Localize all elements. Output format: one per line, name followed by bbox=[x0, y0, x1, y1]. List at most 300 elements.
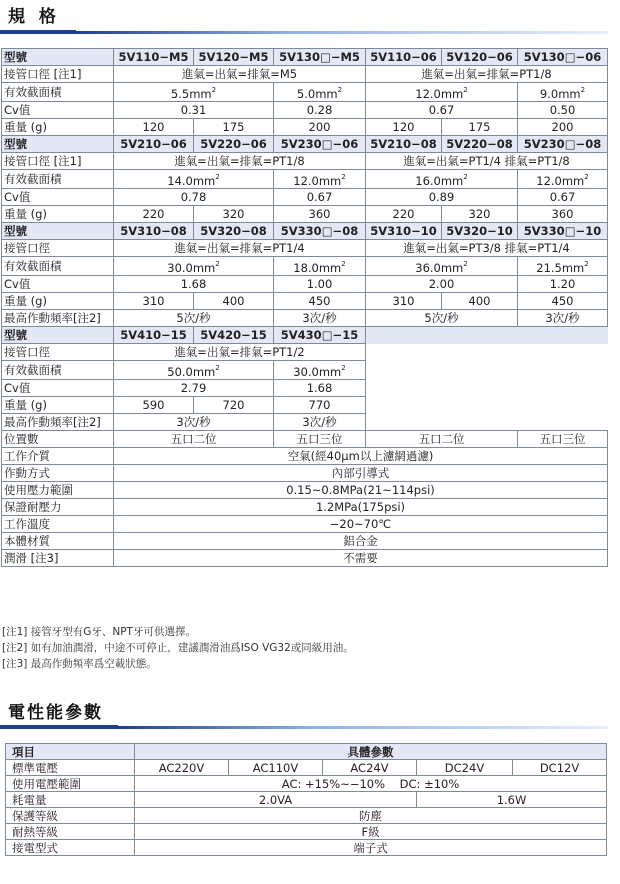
group-3-header-6-text: 5V330□−10 bbox=[523, 224, 602, 238]
group-3-freq-0 bbox=[114, 310, 274, 327]
group-3-port-a-text: 進氣=出氣=排氣=PT1/4 bbox=[174, 241, 305, 255]
common-label-1-text: 作動方式 bbox=[4, 466, 50, 480]
group-1-header-6 bbox=[518, 49, 608, 66]
group-4-freq-1-text: 3次/秒 bbox=[302, 415, 337, 429]
elec-power-dc: 1.6W bbox=[417, 792, 607, 808]
position-label-text: 位置數 bbox=[4, 432, 39, 446]
elec-range-label: 使用電壓範圍 bbox=[6, 776, 135, 792]
group-3-freq-3 bbox=[518, 310, 608, 327]
group-1-cv-0-text: 0.31 bbox=[180, 103, 207, 117]
group-1-weight-1 bbox=[194, 119, 274, 136]
elec-voltage-label: 標準電壓 bbox=[6, 760, 135, 776]
elec-heat-label: 耐熱等級 bbox=[6, 824, 135, 840]
common-label-0-text: 工作介質 bbox=[4, 449, 50, 463]
group-4-freq-0 bbox=[114, 414, 274, 431]
group-2-weight-row bbox=[2, 206, 608, 223]
group-4-freq-0-text: 3次/秒 bbox=[176, 415, 211, 429]
group-3-cv-2 bbox=[366, 276, 518, 293]
common-row-4 bbox=[2, 516, 608, 533]
group-3-weight-3-text: 310 bbox=[392, 294, 415, 308]
group-1-header-4-text: 5V110−06 bbox=[370, 50, 437, 64]
group-1-header-3 bbox=[274, 49, 366, 66]
group-4-header-0-text: 型號 bbox=[4, 328, 27, 342]
common-value-0 bbox=[114, 448, 608, 465]
group-2-port-a-text: 進氣=出氣=排氣=PT1/8 bbox=[174, 154, 305, 168]
common-value-2 bbox=[114, 482, 608, 499]
group-1-area-1-sup: 2 bbox=[337, 86, 343, 94]
position-2 bbox=[366, 431, 518, 448]
group-1-port-label-text: 接管口徑 [注1] bbox=[4, 67, 82, 81]
common-label-3-text: 保證耐壓力 bbox=[4, 500, 62, 514]
group-2-header-3-text: 5V230□−06 bbox=[280, 137, 359, 151]
group-2-area-2-text: 16.0mm bbox=[415, 174, 464, 188]
elec-section-title: 電性能參數 bbox=[8, 703, 103, 723]
group-1-weight-3-text: 120 bbox=[392, 120, 415, 134]
group-4-weight-1-text: 720 bbox=[222, 398, 245, 412]
group-2-header-1-text: 5V210−06 bbox=[120, 137, 187, 151]
group-4-cv-1-text: 1.68 bbox=[306, 381, 333, 395]
group-4-freq-label bbox=[2, 414, 114, 431]
group-2-header-4 bbox=[366, 136, 442, 153]
group-2-weight-4 bbox=[442, 206, 518, 223]
group-1-weight-5-text: 200 bbox=[551, 120, 574, 134]
group-1-area-1-text: 5.0mm bbox=[296, 87, 338, 101]
group-2-cv-label bbox=[2, 189, 114, 206]
group-3-cv-0 bbox=[114, 276, 274, 293]
group-2-weight-5-text: 360 bbox=[551, 207, 574, 221]
group-4-freq-label-text: 最高作動頻率[注2] bbox=[4, 415, 101, 429]
common-label-0 bbox=[2, 448, 114, 465]
group-1-header-2-text: 5V120−M5 bbox=[198, 50, 269, 64]
group-2-header-0 bbox=[2, 136, 114, 153]
group-3-freq-label bbox=[2, 310, 114, 327]
elec-power-label: 耗電量 bbox=[6, 792, 135, 808]
group-3-area-label bbox=[2, 257, 114, 276]
common-label-5-text: 本體材質 bbox=[4, 534, 50, 548]
group-1-cv-2-text: 0.67 bbox=[428, 103, 455, 117]
group-3-freq-2 bbox=[366, 310, 518, 327]
group-3-area-3-text: 21.5mm bbox=[536, 261, 585, 275]
position-2-text: 五口二位 bbox=[418, 432, 465, 446]
group-3-port-b bbox=[366, 240, 608, 257]
group-4-freq-blank bbox=[366, 414, 608, 431]
common-label-4-text: 工作溫度 bbox=[4, 517, 50, 531]
group-1-area-3-text: 9.0mm bbox=[539, 87, 581, 101]
group-2-header-2-text: 5V220−06 bbox=[200, 137, 267, 151]
group-1-cv-row bbox=[2, 102, 608, 119]
group-2-area-3-sup: 2 bbox=[584, 173, 589, 181]
group-4-cv-1 bbox=[274, 380, 366, 397]
common-row-5 bbox=[2, 533, 608, 550]
group-4-cv-0 bbox=[114, 380, 274, 397]
spec-table bbox=[1, 48, 608, 567]
group-2-header-2 bbox=[194, 136, 274, 153]
common-label-3 bbox=[2, 499, 114, 516]
group-1-area-0 bbox=[114, 83, 274, 102]
elec-power-ac: 2.0VA bbox=[135, 792, 417, 808]
group-3-area-1-text: 18.0mm bbox=[293, 261, 342, 275]
group-3-header-4 bbox=[366, 223, 442, 240]
group-3-weight-3 bbox=[366, 293, 442, 310]
group-1-header-5 bbox=[442, 49, 518, 66]
common-label-5 bbox=[2, 533, 114, 550]
common-row-0 bbox=[2, 448, 608, 465]
group-4-header-1-text: 5V410−15 bbox=[120, 328, 187, 342]
group-1-area-3-sup: 2 bbox=[580, 86, 586, 94]
group-4-header-blank bbox=[366, 327, 608, 344]
group-1-area-2 bbox=[366, 83, 518, 102]
group-3-port-a bbox=[114, 240, 366, 257]
notes bbox=[2, 624, 354, 672]
group-4-header-3 bbox=[274, 327, 366, 344]
elec-header-row bbox=[6, 744, 607, 760]
group-4-area-0 bbox=[114, 361, 274, 380]
group-4-weight-2 bbox=[274, 397, 366, 414]
group-1-weight-row bbox=[2, 119, 608, 136]
group-2-header-1 bbox=[114, 136, 194, 153]
group-2-weight-3 bbox=[366, 206, 442, 223]
group-1-weight-2-text: 200 bbox=[308, 120, 331, 134]
group-3-area-2-sup: 2 bbox=[463, 260, 468, 268]
position-label bbox=[2, 431, 114, 448]
group-3-freq-label-text: 最高作動頻率[注2] bbox=[4, 311, 101, 325]
group-2-weight-4-text: 320 bbox=[468, 207, 491, 221]
position-0 bbox=[114, 431, 274, 448]
group-3-header-6 bbox=[518, 223, 608, 240]
group-2-header-6 bbox=[518, 136, 608, 153]
elec-table bbox=[5, 743, 607, 856]
group-2-area-0 bbox=[114, 170, 274, 189]
common-row-6 bbox=[2, 550, 608, 567]
group-4-header-3-text: 5V430□−15 bbox=[280, 328, 359, 342]
group-2-port-b-text: 進氣=出氣=PT1/4 排氣=PT1/8 bbox=[403, 154, 570, 168]
group-2-cv-row bbox=[2, 189, 608, 206]
group-4-area-row bbox=[2, 361, 608, 380]
group-4-cv-blank bbox=[366, 380, 608, 397]
group-1-header-0 bbox=[2, 49, 114, 66]
elec-range-row bbox=[6, 776, 607, 792]
elec-voltage-dc24: DC24V bbox=[417, 760, 513, 776]
group-3-cv-2-text: 2.00 bbox=[428, 277, 455, 291]
group-1-weight-0 bbox=[114, 119, 194, 136]
group-4-port-label bbox=[2, 344, 114, 361]
group-3-port-label bbox=[2, 240, 114, 257]
group-4-header-2 bbox=[194, 327, 274, 344]
common-value-3-text: 1.2MPa(175psi) bbox=[315, 500, 406, 514]
group-3-weight-2-text: 450 bbox=[308, 294, 331, 308]
group-1-header-0-text: 型號 bbox=[4, 50, 27, 64]
group-1-area-row bbox=[2, 83, 608, 102]
group-4-weight-0-text: 590 bbox=[142, 398, 165, 412]
group-2-cv-label-text: Cv值 bbox=[4, 190, 31, 204]
group-1-header-1-text: 5V110−M5 bbox=[118, 50, 189, 64]
elec-heat-value: F級 bbox=[135, 824, 607, 840]
elec-terminal-row bbox=[6, 840, 607, 856]
group-3-cv-1 bbox=[274, 276, 366, 293]
group-3-freq-row bbox=[2, 310, 608, 327]
group-2-weight-label-text: 重量 (g) bbox=[4, 207, 47, 221]
group-3-weight-1 bbox=[194, 293, 274, 310]
group-3-weight-5 bbox=[518, 293, 608, 310]
spec-section-title: 規 格 bbox=[8, 7, 60, 27]
group-4-area-1 bbox=[274, 361, 366, 380]
group-3-port-row bbox=[2, 240, 608, 257]
group-1-weight-3 bbox=[366, 119, 442, 136]
group-2-header-5-text: 5V220−08 bbox=[446, 137, 513, 151]
group-3-header-3-text: 5V330□−08 bbox=[280, 224, 359, 238]
group-3-area-3 bbox=[518, 257, 608, 276]
group-2-weight-0 bbox=[114, 206, 194, 223]
group-4-area-blank bbox=[366, 361, 608, 380]
group-3-freq-0-text: 5次/秒 bbox=[176, 311, 211, 325]
group-4-area-label bbox=[2, 361, 114, 380]
group-1-area-label-text: 有效截面積 bbox=[4, 85, 62, 99]
group-3-weight-label bbox=[2, 293, 114, 310]
group-3-area-row bbox=[2, 257, 608, 276]
group-3-weight-0-text: 310 bbox=[142, 294, 165, 308]
group-1-weight-5 bbox=[518, 119, 608, 136]
common-value-5 bbox=[114, 533, 608, 550]
group-3-header-0 bbox=[2, 223, 114, 240]
group-2-area-0-sup: 2 bbox=[215, 173, 220, 181]
group-3-cv-row bbox=[2, 276, 608, 293]
common-value-1-text: 內部引導式 bbox=[331, 466, 390, 480]
group-1-area-label bbox=[2, 83, 114, 102]
elec-range-value: AC: +15%~−10% DC: ±10% bbox=[135, 776, 607, 792]
group-2-cv-1-text: 0.67 bbox=[306, 190, 333, 204]
group-1-cv-1 bbox=[274, 102, 366, 119]
position-3 bbox=[518, 431, 608, 448]
elec-terminal-value: 端子式 bbox=[135, 840, 607, 856]
group-3-freq-3-text: 3次/秒 bbox=[545, 311, 580, 325]
group-2-weight-2 bbox=[274, 206, 366, 223]
group-2-cv-0 bbox=[114, 189, 274, 206]
group-1-weight-4 bbox=[442, 119, 518, 136]
group-3-freq-2-text: 5次/秒 bbox=[424, 311, 459, 325]
group-2-cv-0-text: 0.78 bbox=[180, 190, 207, 204]
common-value-1 bbox=[114, 465, 608, 482]
group-1-header-1 bbox=[114, 49, 194, 66]
group-1-cv-3-text: 0.50 bbox=[549, 103, 576, 117]
elec-voltage-dc12: DC12V bbox=[513, 760, 607, 776]
group-4-port-row bbox=[2, 344, 608, 361]
group-1-port-b bbox=[366, 66, 608, 83]
common-label-6-text: 潤滑 [注3] bbox=[4, 551, 59, 565]
common-value-4-text: −20~70℃ bbox=[329, 517, 392, 531]
group-4-cv-0-text: 2.79 bbox=[180, 381, 207, 395]
group-1-header-2 bbox=[194, 49, 274, 66]
group-4-weight-label bbox=[2, 397, 114, 414]
group-3-cv-1-text: 1.00 bbox=[306, 277, 333, 291]
group-1-weight-2 bbox=[274, 119, 366, 136]
group-2-port-b bbox=[366, 153, 608, 170]
group-3-header-1-text: 5V310−08 bbox=[120, 224, 187, 238]
note-1: [注1] 接管牙型有G牙、NPT牙可供選擇。 bbox=[2, 626, 196, 638]
group-4-port-a bbox=[114, 344, 366, 361]
position-row bbox=[2, 431, 608, 448]
group-3-area-2-text: 36.0mm bbox=[415, 261, 464, 275]
group-4-port-a-text: 進氣=出氣=排氣=PT1/2 bbox=[174, 345, 305, 359]
group-3-cv-3-text: 1.20 bbox=[549, 277, 576, 291]
group-2-header-3 bbox=[274, 136, 366, 153]
elec-title-bar bbox=[0, 725, 118, 729]
group-3-weight-2 bbox=[274, 293, 366, 310]
common-value-5-text: 鋁合金 bbox=[343, 534, 378, 548]
position-3-text: 五口三位 bbox=[539, 432, 586, 446]
group-2-area-2-sup: 2 bbox=[463, 173, 468, 181]
note-3: [注3] 最高作動頻率爲空載狀態。 bbox=[2, 658, 157, 670]
note-2: [注2] 如有加油潤滑，中途不可停止，建議潤滑油爲ISO VG32或同級用油。 bbox=[2, 642, 354, 654]
group-1-weight-1-text: 175 bbox=[222, 120, 245, 134]
elec-voltage-row bbox=[6, 760, 607, 776]
group-4-header-1 bbox=[114, 327, 194, 344]
elec-title-line bbox=[118, 726, 608, 729]
group-3-weight-row bbox=[2, 293, 608, 310]
group-4-cv-label-text: Cv值 bbox=[4, 381, 31, 395]
group-4-freq-1 bbox=[274, 414, 366, 431]
group-4-weight-1 bbox=[194, 397, 274, 414]
group-3-header-0-text: 型號 bbox=[4, 224, 27, 238]
group-1-header-6-text: 5V130□−06 bbox=[523, 50, 602, 64]
group-4-area-0-text: 50.0mm bbox=[167, 365, 216, 379]
group-3-port-label-text: 接管口徑 bbox=[4, 241, 50, 255]
group-3-area-1 bbox=[274, 257, 366, 276]
elec-protection-label: 保護等級 bbox=[6, 808, 135, 824]
group-1-header-3-text: 5V130□−M5 bbox=[279, 50, 360, 64]
spec-title-line bbox=[76, 31, 608, 34]
common-value-6 bbox=[114, 550, 608, 567]
group-2-area-1-sup: 2 bbox=[341, 173, 346, 181]
group-2-area-row bbox=[2, 170, 608, 189]
group-4-port-blank bbox=[366, 344, 608, 361]
common-value-3 bbox=[114, 499, 608, 516]
group-4-header-0 bbox=[2, 327, 114, 344]
group-1-area-3 bbox=[518, 83, 608, 102]
group-4-weight-2-text: 770 bbox=[308, 398, 331, 412]
group-1-cv-1-text: 0.28 bbox=[306, 103, 333, 117]
elec-voltage-ac110: AC110V bbox=[229, 760, 323, 776]
group-3-header-2-text: 5V320−08 bbox=[200, 224, 267, 238]
group-4-header-row bbox=[2, 327, 608, 344]
common-row-3 bbox=[2, 499, 608, 516]
group-3-cv-label bbox=[2, 276, 114, 293]
group-2-area-3-text: 12.0mm bbox=[536, 174, 585, 188]
group-4-header-2-text: 5V420−15 bbox=[200, 328, 267, 342]
group-2-cv-2 bbox=[366, 189, 518, 206]
common-value-6-text: 不需要 bbox=[343, 551, 378, 565]
group-1-port-label bbox=[2, 66, 114, 83]
group-2-header-row bbox=[2, 136, 608, 153]
group-4-area-1-text: 30.0mm bbox=[293, 365, 342, 379]
group-2-area-label-text: 有效截面積 bbox=[4, 172, 62, 186]
group-1-header-4 bbox=[366, 49, 442, 66]
group-2-port-a bbox=[114, 153, 366, 170]
group-1-weight-0-text: 120 bbox=[142, 120, 165, 134]
group-3-header-5-text: 5V320−10 bbox=[446, 224, 513, 238]
group-3-area-2 bbox=[366, 257, 518, 276]
group-4-weight-row bbox=[2, 397, 608, 414]
group-1-area-2-sup: 2 bbox=[463, 86, 468, 94]
group-1-area-2-text: 12.0mm bbox=[415, 87, 464, 101]
group-1-port-a bbox=[114, 66, 366, 83]
group-2-weight-1-text: 320 bbox=[222, 207, 245, 221]
group-4-cv-label bbox=[2, 380, 114, 397]
elec-header-params: 具體參數 bbox=[135, 744, 607, 760]
group-3-header-3 bbox=[274, 223, 366, 240]
spec-title-bar bbox=[0, 30, 76, 34]
group-2-area-0-text: 14.0mm bbox=[167, 174, 216, 188]
common-row-1 bbox=[2, 465, 608, 482]
group-4-cv-row bbox=[2, 380, 608, 397]
group-1-cv-label bbox=[2, 102, 114, 119]
group-3-cv-label-text: Cv值 bbox=[4, 277, 31, 291]
elec-protection-value: 防塵 bbox=[135, 808, 607, 824]
common-label-2 bbox=[2, 482, 114, 499]
elec-power-row bbox=[6, 792, 607, 808]
group-2-cv-3 bbox=[518, 189, 608, 206]
group-2-weight-5 bbox=[518, 206, 608, 223]
group-1-port-row bbox=[2, 66, 608, 83]
common-label-1 bbox=[2, 465, 114, 482]
position-1 bbox=[274, 431, 366, 448]
elec-voltage-ac24: AC24V bbox=[323, 760, 417, 776]
group-2-cv-3-text: 0.67 bbox=[549, 190, 576, 204]
group-1-area-0-text: 5.5mm bbox=[170, 87, 212, 101]
group-4-area-1-sup: 2 bbox=[341, 364, 346, 372]
common-value-0-text: 空氣(經40μm以上濾網過濾) bbox=[287, 449, 434, 463]
group-2-cv-2-text: 0.89 bbox=[428, 190, 455, 204]
group-2-port-label bbox=[2, 153, 114, 170]
group-2-weight-1 bbox=[194, 206, 274, 223]
group-1-weight-label bbox=[2, 119, 114, 136]
group-1-area-0-sup: 2 bbox=[211, 86, 217, 94]
common-label-4 bbox=[2, 516, 114, 533]
group-2-weight-3-text: 220 bbox=[392, 207, 415, 221]
group-1-cv-3 bbox=[518, 102, 608, 119]
group-3-area-1-sup: 2 bbox=[341, 260, 346, 268]
group-2-area-1 bbox=[274, 170, 366, 189]
group-2-weight-2-text: 360 bbox=[308, 207, 331, 221]
group-3-area-label-text: 有效截面積 bbox=[4, 259, 62, 273]
group-3-port-b-text: 進氣=出氣=PT3/8 排氣=PT1/4 bbox=[403, 241, 570, 255]
group-1-port-b-text: 進氣=出氣=排氣=PT1/8 bbox=[421, 67, 552, 81]
group-3-weight-5-text: 450 bbox=[551, 294, 574, 308]
group-2-area-label bbox=[2, 170, 114, 189]
group-3-header-row bbox=[2, 223, 608, 240]
group-3-cv-3 bbox=[518, 276, 608, 293]
group-1-cv-2 bbox=[366, 102, 518, 119]
group-3-weight-0 bbox=[114, 293, 194, 310]
group-1-header-row bbox=[2, 49, 608, 66]
group-4-weight-0 bbox=[114, 397, 194, 414]
elec-terminal-label: 接電型式 bbox=[6, 840, 135, 856]
common-value-2-text: 0.15~0.8MPa(21~114psi) bbox=[286, 483, 435, 497]
common-value-4 bbox=[114, 516, 608, 533]
group-2-header-4-text: 5V210−08 bbox=[370, 137, 437, 151]
group-1-header-5-text: 5V120−06 bbox=[446, 50, 513, 64]
group-3-header-5 bbox=[442, 223, 518, 240]
group-3-header-1 bbox=[114, 223, 194, 240]
group-3-freq-1-text: 3次/秒 bbox=[302, 311, 337, 325]
group-1-port-a-text: 進氣=出氣=排氣=M5 bbox=[181, 67, 298, 81]
group-3-weight-4-text: 400 bbox=[468, 294, 491, 308]
group-2-weight-label bbox=[2, 206, 114, 223]
group-2-header-5 bbox=[442, 136, 518, 153]
group-1-cv-0 bbox=[114, 102, 274, 119]
group-4-port-label-text: 接管口徑 bbox=[4, 345, 50, 359]
elec-heat-row bbox=[6, 824, 607, 840]
group-3-weight-1-text: 400 bbox=[222, 294, 245, 308]
